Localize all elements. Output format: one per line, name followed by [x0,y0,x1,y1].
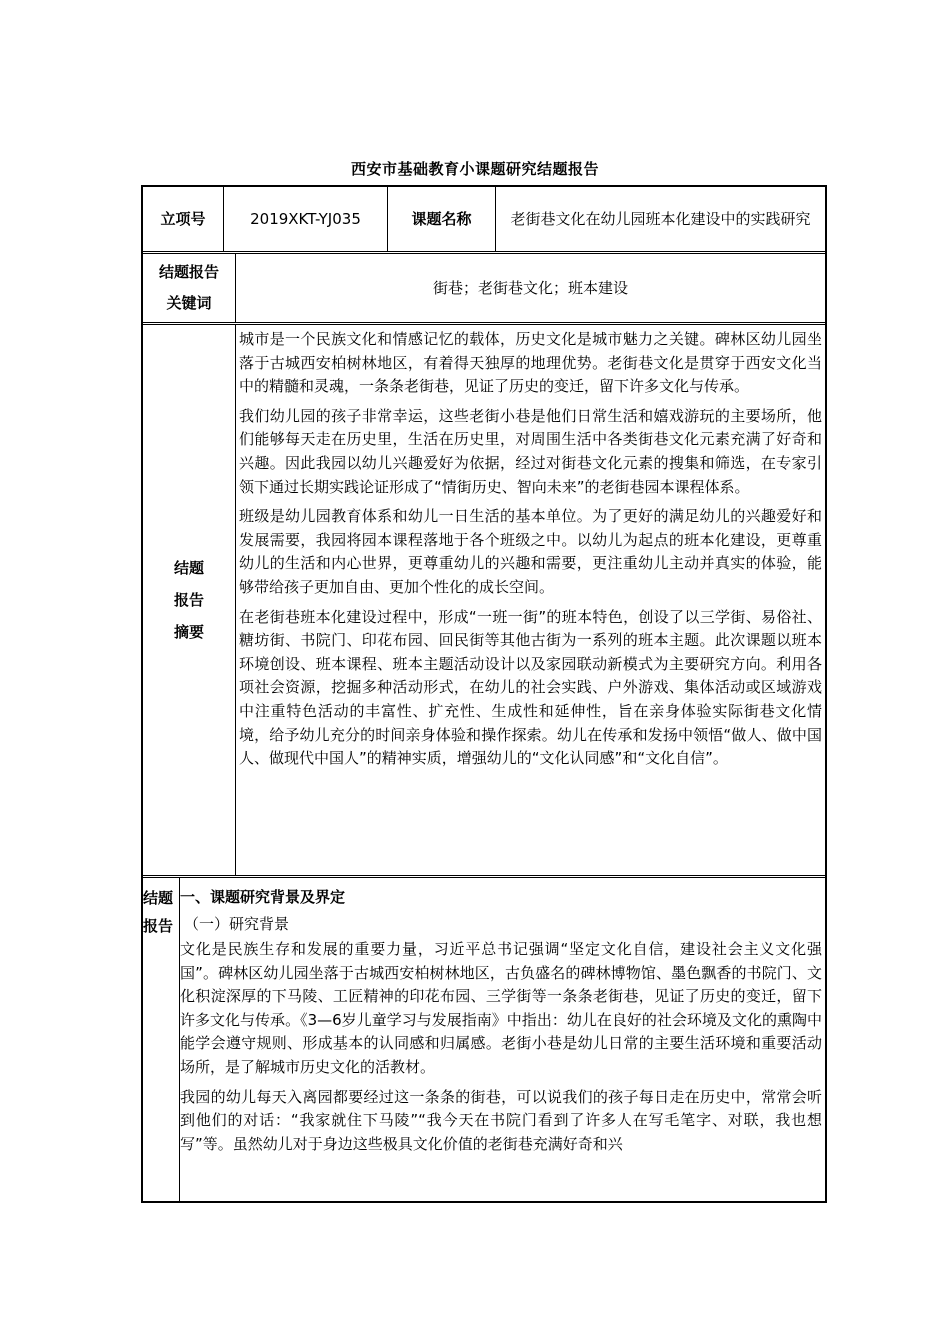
subsection-heading: （一）研究背景 [184,915,290,933]
label-abstract-1: 结题 [173,559,204,577]
row-keywords [143,254,825,322]
label-project-name: 课题名称 [387,187,495,251]
report-table [141,185,827,1203]
abstract-paragraph: 城市是一个民族文化和情感记忆的载体，历史文化是城市魅力之关键。碑林区幼儿园坐落于古城西安柏树林地区，有着得天独厚的地理优势。老街巷文化是贯穿于西安文化当中的精髓和灵魂，一条条老街巷，见证了历史的变迁，留下许多文化与传承。 [239,330,822,396]
report-paragraph: 文化是民族生存和发展的重要力量，习近平总书记强调“坚定文化自信，建设社会主义文化强国”。碑林区幼儿园坐落于古城西安柏树林地区，古负盛名的碑林博物馆、墨色飘香的书院门、文化积淀深厚的下马陵、工匠精神的印花布园、三学街等一条条老街巷，见证了历史的变迁，留下许多文化与传承。《3—6岁儿童学习与发展指南》中指出：幼儿在良好的社会环境及文化的熏陶中能学会遵守规则、形成基本的认同感和归属感。老街小巷是幼儿日常的主要生活环境和重要活动场所，是了解城市历史文化的活教材。 [180,940,822,1076]
row-project-info [143,187,825,251]
abstract-paragraph: 我们幼儿园的孩子非常幸运，这些老街小巷是他们日常生活和嬉戏游玩的主要场所，他们能够每天走在历史里，生活在历史里，对周围生活中各类街巷文化元素充满了好奇和兴趣。因此我园以幼儿兴趣爱好为依据，经过对街巷文化元素的搜集和筛选，在专家引领下通过长期实践论证形成了“情街历史、智向未来”的老街巷园本课程体系。 [239,406,822,496]
label-report-2: 报告 [143,917,174,935]
label-abstract-3: 摘要 [173,623,204,641]
report-body [179,878,825,1201]
label-report [143,878,179,1201]
label-keywords-line2: 关键词 [166,294,212,312]
label-report-1: 结题 [143,889,174,907]
project-name-text: 老街巷文化在幼儿园班本化建设中的实践研究 [510,210,811,228]
keywords-value: 街巷；老街巷文化；班本建设 [235,254,825,322]
section-heading: 一、课题研究背景及界定 [180,888,346,906]
row-abstract [143,325,825,875]
abstract-paragraph: 在老街巷班本化建设过程中，形成“一班一街”的班本特色，创设了以三学街、易俗社、糖坊街、书院门、印花布园、回民街等其他古街为一系列的班本主题。此次课题以班本环境创设、班本课程、班本主题活动设计以及家园联动新模式为主要研究方向。利用各项社会资源，挖掘多种活动形式，在幼儿的社会实践、户外游戏、集体活动或区域游戏中注重特色活动的丰富性、扩充性、生成性和延伸性，旨在亲身体验实际街巷文化情境，给予幼儿充分的时间亲身体验和操作探索。幼儿在传承和发扬中领悟“做人、做中国人、做现代中国人”的精神实质，增强幼儿的“文化认同感”和“文化自信”。 [239,607,822,768]
abstract-paragraph: 班级是幼儿园教育体系和幼儿一日生活的基本单位。为了更好的满足幼儿的兴趣爱好和发展需要，我园将园本课程落地于各个班级之中。以幼儿为起点的班本化建设，更尊重幼儿的生活和内心世界，更尊重幼儿的兴趣和需要，更注重幼儿主动并真实的体验，能够带给孩子更加自由、更加个性化的成长空间。 [239,507,822,596]
label-project-id: 立项号 [160,209,206,228]
project-id-value: 2019XKT-YJ035 [223,187,387,251]
row-report [143,878,825,1201]
abstract-body [235,325,825,875]
label-abstract [143,325,235,875]
label-keywords [143,254,235,322]
project-name-value [495,187,825,251]
label-keywords-line1: 结题报告 [158,263,219,281]
document-title: 西安市基础教育小课题研究结题报告 [350,160,599,178]
label-abstract-2: 报告 [173,591,204,609]
report-paragraph: 我园的幼儿每天入离园都要经过这一条条的街巷，可以说我们的孩子每日走在历史中，常常会听到他们的对话：“我家就住下马陵”“我今天在书院门看到了许多人在写毛笔字、对联，我也想写”等。虽然幼儿对于身边这些极具文化价值的老街巷充满好奇和兴 [180,1087,822,1153]
